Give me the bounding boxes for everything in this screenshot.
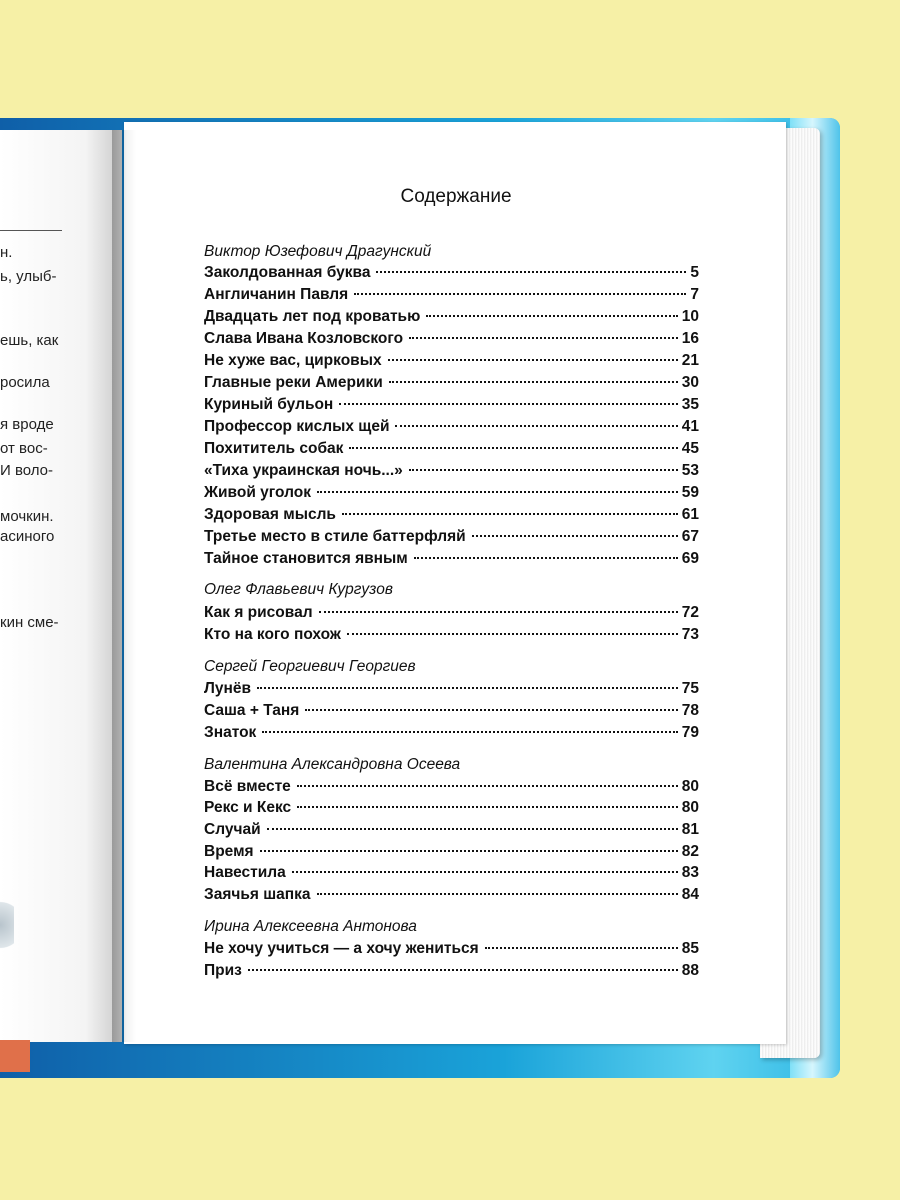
toc-entry-title: Здоровая мысль xyxy=(204,506,336,523)
left-page xyxy=(0,130,122,1042)
toc-dot-leader xyxy=(317,893,678,895)
toc-dot-leader xyxy=(267,828,678,830)
toc-entry xyxy=(204,604,699,624)
toc-entry xyxy=(204,286,699,306)
toc-entry xyxy=(204,702,699,722)
toc-entry-title: Случай xyxy=(204,821,261,838)
toc-author: Виктор Юзефович Драгунский xyxy=(204,243,432,260)
toc-entry-page: 7 xyxy=(690,286,699,303)
toc-entry-page: 69 xyxy=(681,550,699,567)
toc-entry-title: Не хочу учиться — а хочу жениться xyxy=(204,940,479,957)
toc-entry-title: Саша + Таня xyxy=(204,702,300,719)
toc-dot-leader xyxy=(395,425,677,427)
left-page-text-fragment: от вос- xyxy=(0,440,48,457)
toc-author: Олег Флавьевич Кургузов xyxy=(204,581,393,598)
toc-dot-leader xyxy=(472,535,678,537)
toc-entry xyxy=(204,550,699,570)
toc-dot-leader xyxy=(354,293,686,295)
toc-entry-title: Время xyxy=(204,843,254,860)
toc-entry-title: Кто на кого похож xyxy=(204,626,341,643)
book-gutter-shadow xyxy=(112,130,136,1042)
toc-entry xyxy=(204,396,699,416)
toc-entry xyxy=(204,418,699,438)
toc-dot-leader xyxy=(292,871,678,873)
toc-entry-page: 79 xyxy=(681,724,699,741)
toc-entry xyxy=(204,940,699,960)
toc-entry-page: 59 xyxy=(681,484,699,501)
toc-entry-title: Заячья шапка xyxy=(204,886,311,903)
toc-entry-title: Профессор кислых щей xyxy=(204,418,390,435)
toc-entry-title: Как я рисовал xyxy=(204,604,313,621)
toc-dot-leader xyxy=(409,337,678,339)
toc-dot-leader xyxy=(485,947,678,949)
toc-entry xyxy=(204,462,699,482)
toc-author: Валентина Александровна Осеева xyxy=(204,756,461,773)
toc-entry-title: «Тиха украинская ночь...» xyxy=(204,462,403,479)
left-page-text-fragment: мочкин. xyxy=(0,508,54,525)
toc-dot-leader xyxy=(389,381,678,383)
toc-dot-leader xyxy=(317,491,678,493)
toc-entry xyxy=(204,680,699,700)
toc-dot-leader xyxy=(349,447,677,449)
toc-dot-leader xyxy=(347,633,678,635)
toc-entry-page: 10 xyxy=(681,308,699,325)
toc-entry xyxy=(204,821,699,841)
toc-entry-title: Англичанин Павля xyxy=(204,286,349,303)
toc-entry xyxy=(204,506,699,526)
toc-entry xyxy=(204,778,699,798)
toc-entry-page: 78 xyxy=(681,702,699,719)
toc-entry xyxy=(204,528,699,548)
left-page-text-fragment: росила xyxy=(0,374,50,391)
toc-entry xyxy=(204,724,699,744)
toc-entry-page: 21 xyxy=(681,352,699,369)
toc-entry-page: 81 xyxy=(681,821,699,838)
left-page-text-fragment: н. xyxy=(0,244,13,261)
toc-entry xyxy=(204,962,699,982)
toc-entry-page: 88 xyxy=(681,962,699,979)
toc-dot-leader xyxy=(260,850,678,852)
toc-entry-title: Заколдованная буква xyxy=(204,264,371,281)
toc-entry xyxy=(204,264,699,284)
toc-entry-title: Тайное становится явным xyxy=(204,550,408,567)
toc-entry-title: Всё вместе xyxy=(204,778,291,795)
toc-entry-page: 73 xyxy=(681,626,699,643)
toc-entry xyxy=(204,886,699,906)
toc-entry xyxy=(204,440,699,460)
toc-dot-leader xyxy=(414,557,678,559)
toc-title: Содержание xyxy=(400,186,512,207)
toc-entry-title: Похититель собак xyxy=(204,440,344,457)
toc-entry-page: 45 xyxy=(681,440,699,457)
toc-author: Сергей Георгиевич Георгиев xyxy=(204,658,416,675)
toc-dot-leader xyxy=(426,315,677,317)
toc-dot-leader xyxy=(262,731,677,733)
toc-dot-leader xyxy=(376,271,686,273)
toc-entry xyxy=(204,352,699,372)
toc-entry-page: 80 xyxy=(681,799,699,816)
toc-dot-leader xyxy=(248,969,678,971)
toc-entry xyxy=(204,799,699,819)
left-page-text-fragment: ь, улыб- xyxy=(0,268,57,285)
left-page-rule xyxy=(0,230,62,231)
toc-entry-title: Навестила xyxy=(204,864,286,881)
toc-entry-title: Слава Ивана Козловского xyxy=(204,330,404,347)
toc-dot-leader xyxy=(342,513,678,515)
toc-entry-page: 72 xyxy=(681,604,699,621)
toc-dot-leader xyxy=(305,709,677,711)
toc-entry-page: 84 xyxy=(681,886,699,903)
toc-entry-page: 16 xyxy=(681,330,699,347)
toc-entry-page: 30 xyxy=(681,374,699,391)
toc-dot-leader xyxy=(388,359,678,361)
toc-dot-leader xyxy=(319,611,678,613)
toc-author: Ирина Алексеевна Антонова xyxy=(204,918,417,935)
toc-entry-page: 67 xyxy=(681,528,699,545)
toc-entry-page: 83 xyxy=(681,864,699,881)
toc-entry xyxy=(204,626,699,646)
toc-entry xyxy=(204,484,699,504)
toc-entry xyxy=(204,864,699,884)
left-page-text-fragment: я вроде xyxy=(0,416,54,433)
toc-dot-leader xyxy=(297,785,678,787)
toc-entry-title: Двадцать лет под кроватью xyxy=(204,308,421,325)
toc-entry-title: Лунёв xyxy=(204,680,252,697)
left-page-text-fragment: ешь, как xyxy=(0,332,59,349)
left-page-text-fragment: И воло- xyxy=(0,462,54,479)
left-page-illustration-fragment xyxy=(0,890,14,960)
toc-entry-page: 5 xyxy=(690,264,699,281)
left-page-text-fragment: асиного xyxy=(0,528,55,545)
toc-entry xyxy=(204,843,699,863)
toc-entry-title: Живой уголок xyxy=(204,484,311,501)
toc-entry xyxy=(204,374,699,394)
toc-entry-page: 53 xyxy=(681,462,699,479)
toc-entry-page: 85 xyxy=(681,940,699,957)
left-page-text-fragment: кин сме- xyxy=(0,614,59,631)
toc-entry-title: Рекс и Кекс xyxy=(204,799,292,816)
toc-entry-title: Приз xyxy=(204,962,242,979)
toc-entry xyxy=(204,330,699,350)
toc-entry-title: Главные реки Америки xyxy=(204,374,383,391)
toc-entry-title: Не хуже вас, цирковых xyxy=(204,352,382,369)
toc-dot-leader xyxy=(297,806,678,808)
toc-entry-page: 82 xyxy=(681,843,699,860)
toc-entry-title: Третье место в стиле баттерфляй xyxy=(204,528,466,545)
left-page-corner-illustration xyxy=(0,1040,30,1072)
toc-entry-page: 41 xyxy=(681,418,699,435)
toc-entry-page: 75 xyxy=(681,680,699,697)
toc-entry-title: Куриный бульон xyxy=(204,396,334,413)
toc-entry-title: Знаток xyxy=(204,724,257,741)
toc-entry xyxy=(204,308,699,328)
toc-dot-leader xyxy=(257,687,678,689)
toc-dot-leader xyxy=(409,469,678,471)
toc-dot-leader xyxy=(339,403,677,405)
toc-entry-page: 80 xyxy=(681,778,699,795)
toc-entry-page: 35 xyxy=(681,396,699,413)
toc-entry-page: 61 xyxy=(681,506,699,523)
